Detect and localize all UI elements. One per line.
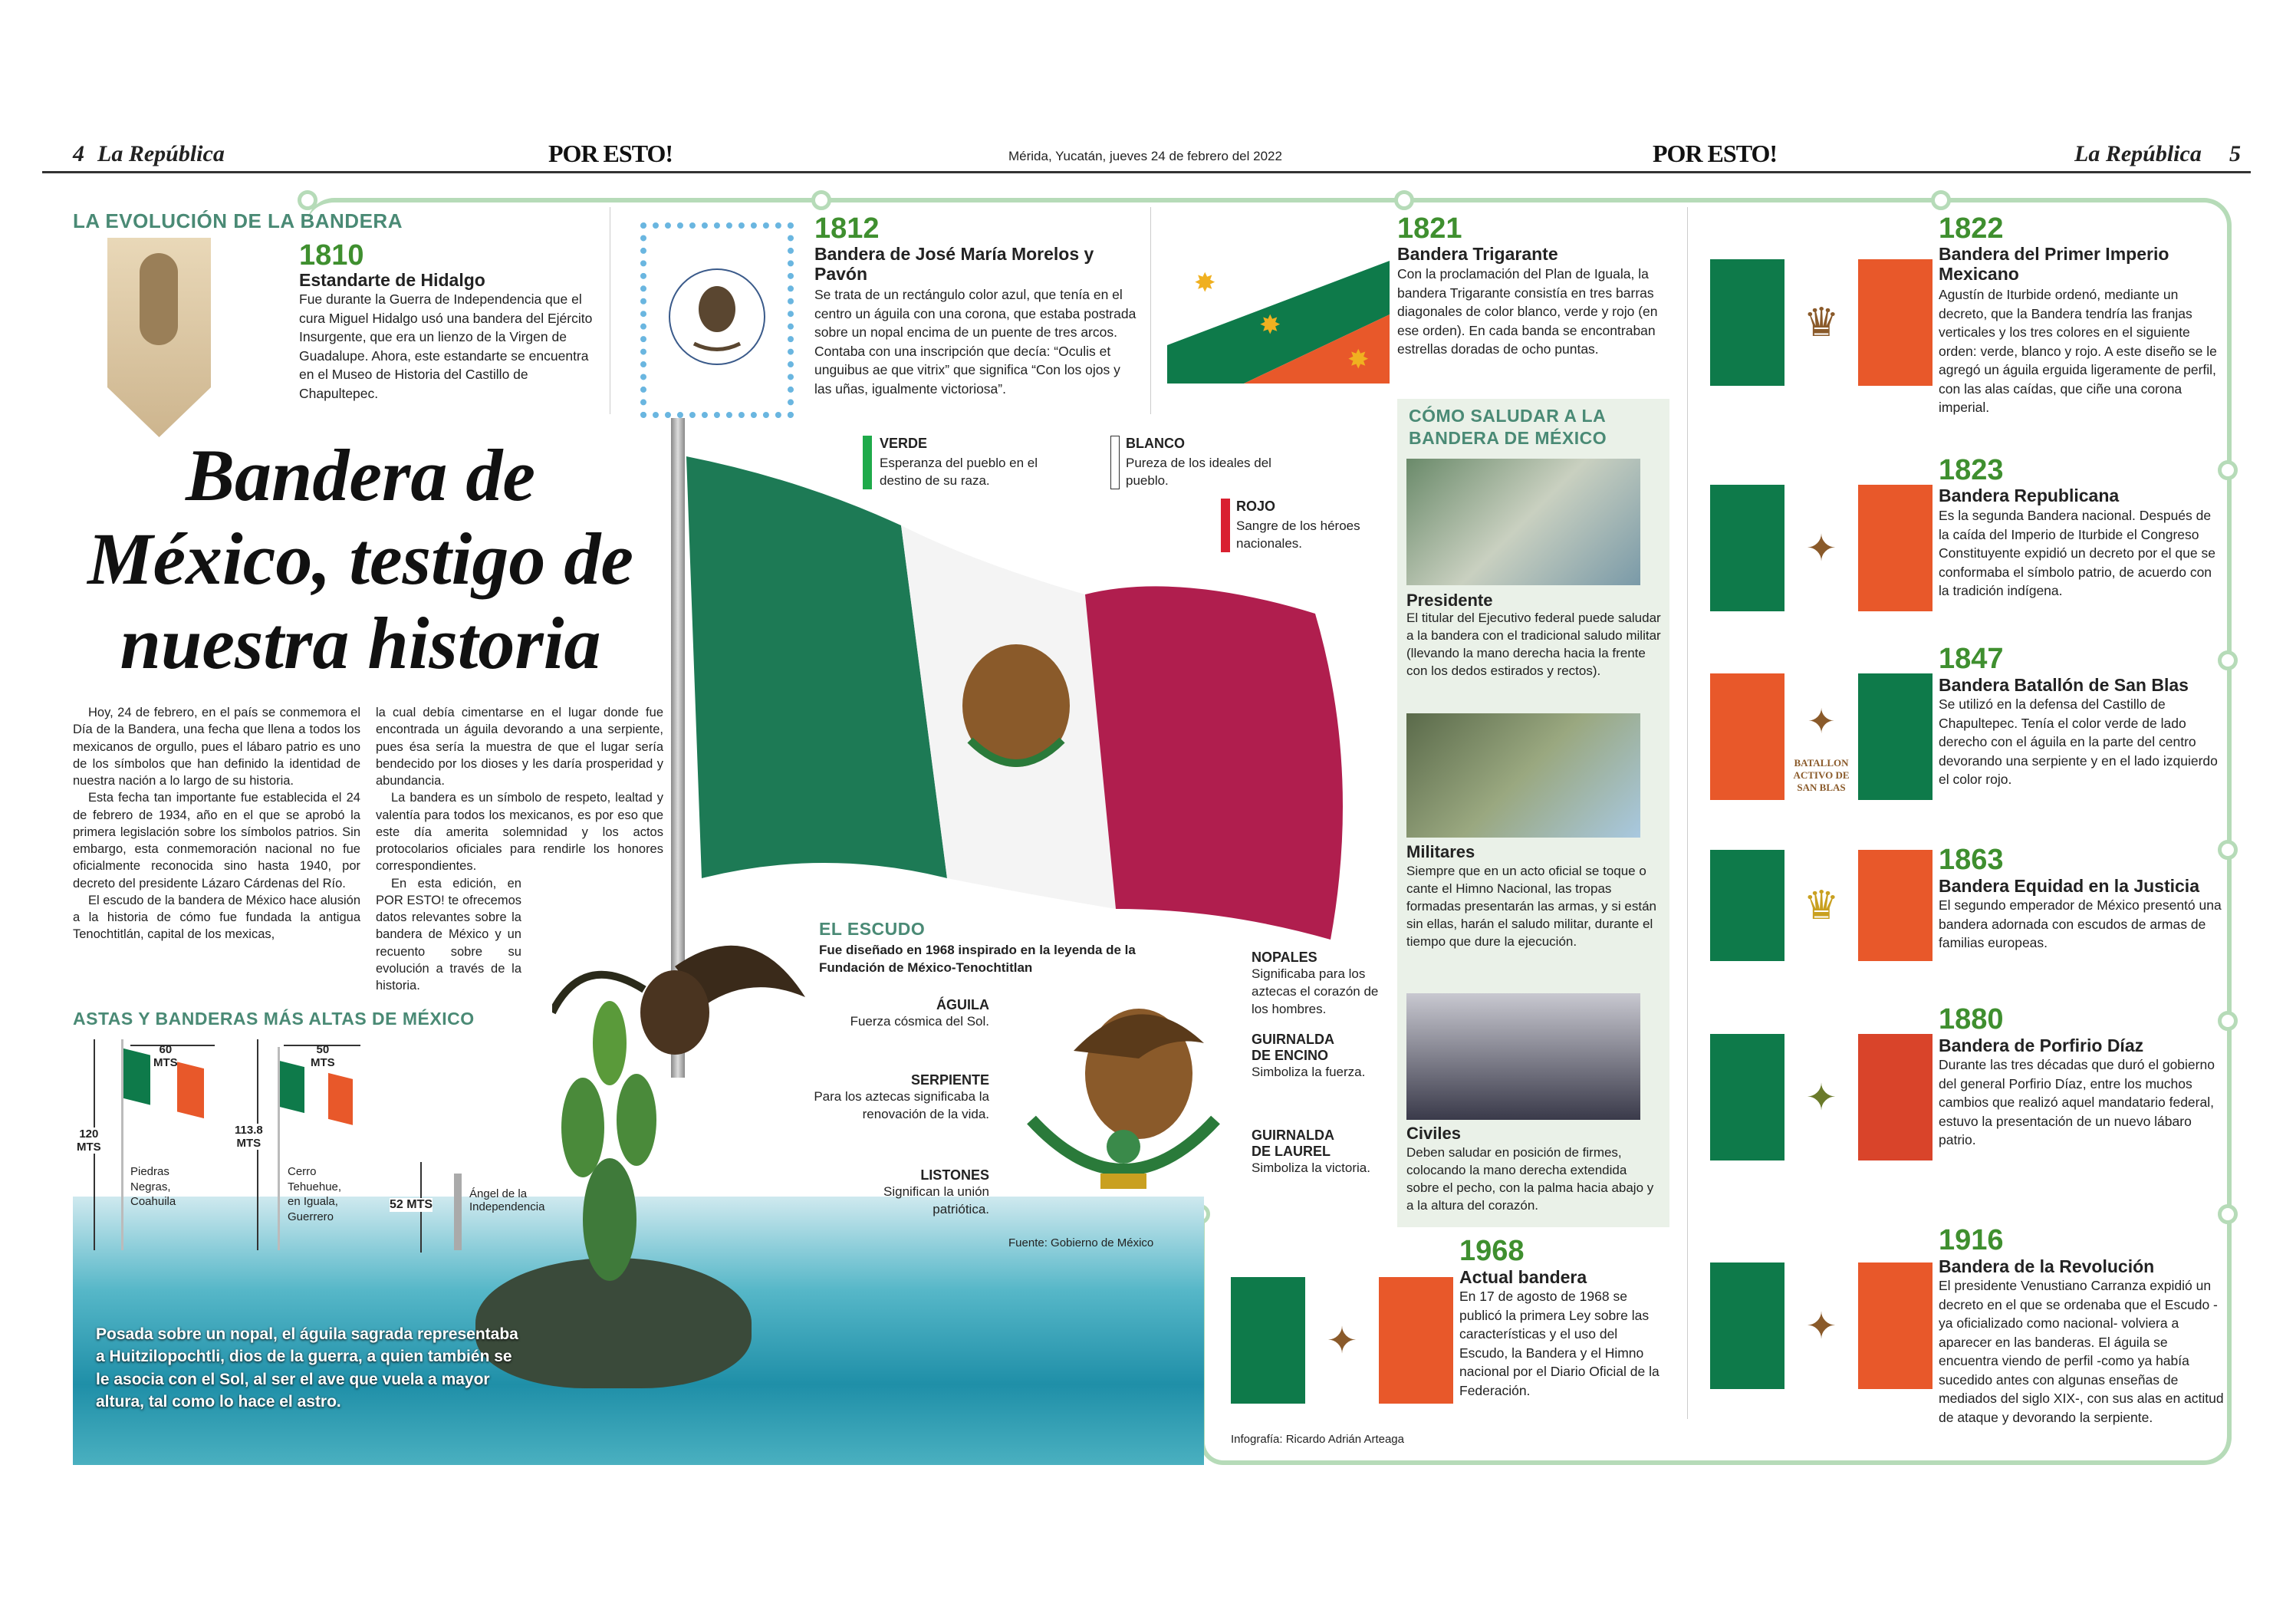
svg-text:✸: ✸	[1259, 311, 1281, 340]
flag-1847	[1710, 673, 1933, 800]
militares-photo	[1406, 713, 1640, 838]
main-title-line: nuestra historia	[120, 601, 601, 684]
escudo-source: Fuente: Gobierno de México	[1008, 1236, 1154, 1249]
laurel-callout	[1252, 1128, 1393, 1177]
timeline-node	[2218, 840, 2238, 860]
eagle-crown-icon: ♛	[1803, 300, 1840, 345]
timeline-node	[2218, 1011, 2238, 1031]
serpiente-desc: Para los aztecas significaba la renovación de la vida.	[814, 1089, 989, 1121]
laurel-label: GUIRNALDA DE LAUREL	[1252, 1128, 1334, 1159]
title-1823: Bandera Republicana	[1939, 486, 2120, 505]
text-1823: Es la segunda Bandera nacional. Después de la caída del Imperio de Iturbide el Congreso Constituyente expidió un decreto por el que se conformaba el símbolo patrio, de acuerdo con la tradición indígena.	[1939, 508, 2215, 598]
text-1847: Se utilizó en la defensa del Castillo de Chapultepec. Tenía el color verde de lado derecho con el águila en la parte del centro devorando una serpiente y en el lado izquierdo el color rojo.	[1939, 696, 2218, 787]
trigarante-flag-drawing	[1167, 261, 1390, 384]
serpiente-label: SERPIENTE	[910, 1072, 989, 1088]
blanco-desc: Pureza de los ideales del pueblo.	[1126, 456, 1271, 488]
angel-height: 52 MTS	[390, 1198, 433, 1211]
militares-label: Militares	[1406, 842, 1475, 861]
column-divider	[1687, 207, 1688, 1419]
left-logo: POR ESTO!	[548, 140, 673, 167]
timeline-node	[2218, 650, 2238, 670]
issue-date: Mérida, Yucatán, jueves 24 de febrero del 2022	[1008, 149, 1282, 163]
eagle-icon: ✦	[1805, 1305, 1837, 1347]
year-1968: 1968	[1459, 1235, 1525, 1267]
photo-caption: Posada sobre un nopal, el águila sagrada representaba a Huitzilopochtli, dios de la guerra, a quien también se le asocia con el Sol, al ser el ave que vuela a mayor altura, tal como lo hace el astro.	[96, 1325, 518, 1411]
laurel-desc: Simboliza la victoria.	[1252, 1160, 1370, 1175]
flag-1968	[1231, 1277, 1453, 1404]
year-1822: 1822	[1939, 212, 2004, 245]
main-title-line: México, testigo de	[87, 518, 633, 601]
presidente-label: Presidente	[1406, 591, 1493, 610]
title-1916: Bandera de la Revolución	[1939, 1256, 2155, 1276]
presidente-desc: El titular del Ejecutivo federal puede saludar a la bandera con el tradicional saludo militar (llevando la mano derecha hacia la frente con los dedos estirados y rectos).	[1406, 611, 1661, 678]
year-1847: 1847	[1939, 643, 2004, 675]
text-1880: Durante las tres décadas que duró el gobierno del general Porfirio Díaz, entre los muchos cambios que realizó aquel mandatario federal, estuvo la presentación de un nuevo lábaro patrio.	[1939, 1057, 2215, 1147]
year-1823: 1823	[1939, 454, 2004, 486]
intro-paragraph: En esta edición, en POR ESTO! te ofrecemos datos relevantes sobre la bandera de México y un recuento sobre su evolución a través de la historia.	[376, 876, 521, 993]
right-page-number: 5	[2229, 141, 2241, 166]
svg-text:✸: ✸	[1347, 345, 1370, 374]
title-1812: Bandera de José María Morelos y Pavón	[814, 244, 1094, 285]
text-1812: Se trata de un rectángulo color azul, que tenía en el centro un águila con una corona, que estaba postrada sobre un nopal encima de un puente de tres arcos. Contaba con una inscripción que decía: “Oculis et unguibus ae que vitrix” que significa “Con los ojos y las uñas, igualmente victoriosa”.	[814, 287, 1136, 397]
listones-desc: Significan la unión patriótica.	[883, 1184, 989, 1216]
title-1821: Bandera Trigarante	[1397, 244, 1558, 264]
verde-swatch	[863, 436, 872, 489]
text-1916: El presidente Venustiano Carranza expidió un decreto en el que se ordenaba que el Escudo -ya oficializado como nacional- volviera a aparecer en las banderas. El águila se encuentra viendo de perfil -como ya había sucedido antes con algunas enseñas de mediados del siglo XIX-, con sus alas en actitud de ataque y devorando la serpiente.	[1939, 1278, 2224, 1425]
intro-paragraph: La bandera es un símbolo de respeto, lealtad y valentía para todos los mexicanos, es por eso que este día amerita solemnidad y los actos protocolarios oficiales para rendirle los honores correspondientes.	[376, 791, 663, 874]
civiles-photo	[1406, 993, 1640, 1120]
credit: Infografía: Ricardo Adrián Arteaga	[1231, 1433, 1404, 1446]
listones-callout	[828, 1167, 989, 1219]
nopales-desc: Significaba para los aztecas el corazón de los hombres.	[1252, 966, 1379, 1016]
presidente-photo	[1406, 459, 1640, 585]
timeline-node	[811, 190, 831, 210]
title-1822: Bandera del Primer Imperio Mexicano	[1939, 244, 2169, 285]
flag1-width: 60 MTS	[153, 1043, 178, 1069]
svg-text:✸: ✸	[1194, 268, 1216, 298]
eagle-icon	[552, 920, 805, 1074]
year-1821: 1821	[1397, 212, 1462, 245]
column-divider	[1150, 207, 1151, 414]
timeline-node	[2218, 1204, 2238, 1224]
eagle-icon: ✦	[1326, 1320, 1358, 1361]
text-1863: El segundo emperador de México presentó una bandera adornada con escudos de armas de familias europeas.	[1939, 897, 2222, 950]
main-title	[69, 433, 652, 685]
year-1812: 1812	[814, 212, 880, 245]
eagle-icon: ✦	[1807, 703, 1836, 741]
verde-label: VERDE	[880, 436, 928, 451]
timeline-node	[2218, 460, 2238, 480]
nopales-callout	[1252, 950, 1393, 1019]
left-section-name: La República	[97, 141, 225, 166]
rojo-label: ROJO	[1236, 499, 1276, 514]
right-logo: POR ESTO!	[1653, 140, 1777, 167]
civiles-desc: Deben saludar en posición de firmes, colocando la mano derecha extendida sobre el pecho, con la palma hacia abajo y a la altura del corazón.	[1406, 1145, 1654, 1213]
right-section-name: La República	[2074, 141, 2202, 166]
saludar-title: CÓMO SALUDAR A LA BANDERA DE MÉXICO	[1409, 406, 1607, 448]
text-1821: Con la proclamación del Plan de Iguala, la bandera Trigarante consistía en tres barras diagonales de color blanco, verde y rojo (en ese orden). En cada banda se encontraban estrellas doradas de ocho puntas.	[1397, 266, 1658, 357]
rojo-desc: Sangre de los héroes nacionales.	[1236, 519, 1360, 551]
title-1968: Actual bandera	[1459, 1267, 1587, 1287]
flag2-place: Cerro Tehuehue, en Iguala, Guerrero	[288, 1165, 342, 1223]
aguila-callout	[821, 997, 989, 1031]
year-1916: 1916	[1939, 1224, 2004, 1256]
imperial-crest-icon: ♛	[1803, 883, 1840, 928]
flag1-place: Piedras Negras, Coahuila	[130, 1165, 176, 1208]
escudo-desc: Fue diseñado en 1968 inspirado en la leyenda de la Fundación de México-Tenochtitlan	[819, 943, 1136, 975]
flag-1863	[1710, 850, 1933, 961]
angel-monument-icon	[454, 1174, 462, 1250]
batallon-text: BATALLON ACTIVO DE SAN BLAS	[1793, 757, 1850, 793]
aguila-desc: Fuerza cósmica del Sol.	[850, 1014, 989, 1029]
escudo-image	[1001, 989, 1246, 1220]
angel-label: Ángel de la Independencia	[469, 1187, 545, 1213]
title-1880: Bandera de Porfirio Díaz	[1939, 1035, 2144, 1055]
encino-label: GUIRNALDA DE ENCINO	[1252, 1032, 1334, 1063]
intro-paragraph: Hoy, 24 de febrero, en el país se conmemora el Día de la Bandera, una fecha que llena a todos los mexicanos de orgullo, pues el lábaro patrio es uno de los símbolos que han definido la identidad de nuestra nación a lo largo de su historia.	[73, 706, 360, 788]
encino-desc: Simboliza la fuerza.	[1252, 1065, 1366, 1079]
hidalgo-banner-image	[107, 238, 211, 437]
section-title: LA EVOLUCIÓN DE LA BANDERA	[73, 209, 403, 232]
rojo-swatch	[1221, 499, 1230, 552]
militares-desc: Siempre que en un acto oficial se toque o cante el Himno Nacional, las tropas formadas presentarán las armas, y si están sin ellas, harán el saludo militar, durante el tiempo que dure la ejecución.	[1406, 864, 1656, 949]
eagle-icon: ✦	[1805, 1077, 1837, 1118]
tall-flags-title: ASTAS Y BANDERAS MÁS ALTAS DE MÉXICO	[73, 1009, 475, 1029]
saludar-panel	[1397, 399, 1669, 1227]
listones-label: LISTONES	[920, 1167, 989, 1183]
eagle-icon: ✦	[1805, 528, 1837, 569]
timeline-node	[1394, 190, 1414, 210]
coat-of-arms-icon	[1001, 989, 1246, 1220]
year-1810: 1810	[299, 239, 364, 272]
timeline-node	[1931, 190, 1951, 210]
flag-1822	[1710, 259, 1933, 386]
civiles-label: Civiles	[1406, 1124, 1461, 1143]
virgin-figure-icon	[140, 253, 178, 345]
nopales-label: NOPALES	[1252, 950, 1317, 965]
blanco-label: BLANCO	[1126, 436, 1185, 451]
year-1880: 1880	[1939, 1003, 2004, 1035]
text-1822: Agustín de Iturbide ordenó, mediante un decreto, que la Bandera tendría las franjas verticales y los tres colores en el siguiente orden: verde, blanco y rojo. A este diseño se le agregó un águila erguida ligeramente de perfil, con las alas caídas, que ciñe una corona imperial.	[1939, 287, 2217, 415]
encino-callout	[1252, 1032, 1393, 1081]
text-1968: En 17 de agosto de 1968 se publicó la primera Ley sobre las características y el uso del Escudo, la Bandera y el Himno nacional por el Diario Oficial de la Federación.	[1459, 1289, 1660, 1398]
intro-paragraph: El escudo de la bandera de México hace alusión a la historia de cómo fue fundada la antigua Tenochtitlán, capital de los mexicas,	[73, 893, 360, 942]
serpiente-callout	[813, 1072, 989, 1124]
title-1847: Bandera Batallón de San Blas	[1939, 675, 2189, 695]
verde-desc: Esperanza del pueblo en el destino de su raza.	[880, 456, 1038, 488]
trigarante-flag	[1167, 261, 1390, 384]
morelos-eagle-icon	[646, 229, 788, 412]
intro-paragraph: Esta fecha tan importante fue establecida el 24 de febrero de 1934, año en el que se aprobó la primera legislación sobre los símbolos patrios. Sin embargo, esta conmemoración nacional no fue oficialmente reconocida sino hasta 1940, por decreto del presidente Lázaro Cárdenas del Río.	[73, 791, 360, 891]
flag-1880	[1710, 1034, 1933, 1160]
main-title-line: Bandera de	[186, 434, 535, 516]
aguila-label: ÁGUILA	[936, 997, 989, 1012]
intro-column-1	[73, 704, 360, 943]
eagle-photo	[552, 920, 805, 1074]
page-header	[42, 138, 2251, 173]
text-1810: Fue durante la Guerra de Independencia que el cura Miguel Hidalgo usó una bandera del Ejército Insurgente, que era un lienzo de la Virgen de Guadalupe. Ahora, este estandarte se encuentra en el Museo de Historia del Castillo de Chapultepec.	[299, 291, 593, 401]
title-1863: Bandera Equidad en la Justicia	[1939, 876, 2199, 896]
year-1863: 1863	[1939, 844, 2004, 876]
morelos-flag-image	[640, 222, 794, 418]
blanco-swatch	[1110, 436, 1120, 489]
escudo-title: EL ESCUDO	[819, 919, 926, 939]
timeline-node	[298, 190, 317, 210]
flag-1916	[1710, 1263, 1933, 1389]
intro-paragraph: la cual debía cimentarse en el lugar donde fue encontrada un águila devorando a una serpiente, pues ésa sería la muestra de que el lugar sería bendecido por los dioses y les daría prosperidad y abundancia.	[376, 706, 663, 788]
left-page-number: 4	[73, 141, 84, 166]
flag-1823	[1710, 485, 1933, 611]
title-1810: Estandarte de Hidalgo	[299, 270, 485, 290]
flag2-height: 113.8 MTS	[235, 1124, 263, 1150]
flag2-width: 50 MTS	[311, 1043, 335, 1069]
flag1-height: 120 MTS	[77, 1128, 101, 1154]
